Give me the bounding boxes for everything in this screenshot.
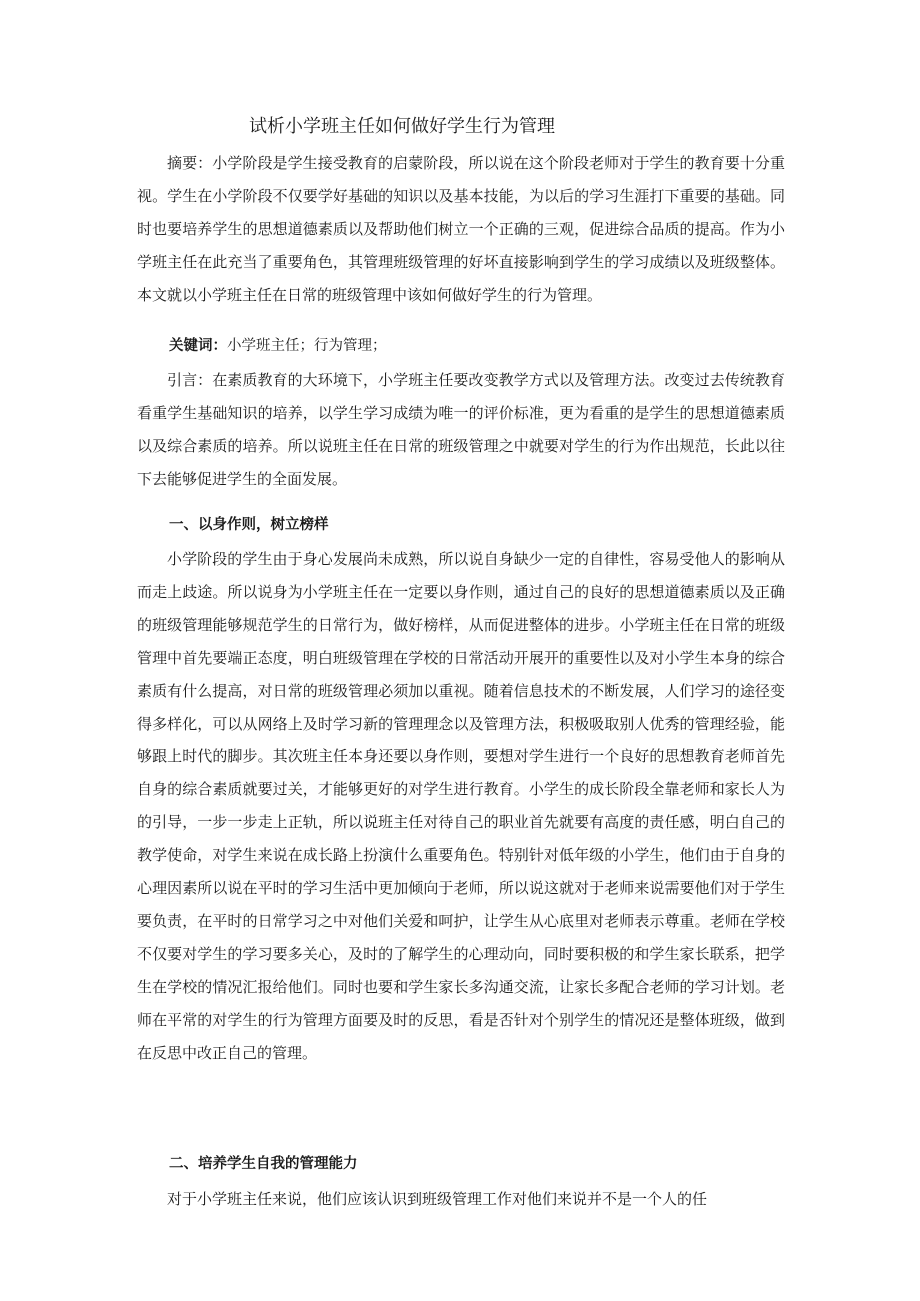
document-title: 试析小学班主任如何做好学生行为管理 <box>249 116 555 137</box>
section-1-heading: 一、以身作则，树立榜样 <box>169 517 329 533</box>
intro-paragraph: 引言：在素质教育的大环境下，小学班主任要改变教学方式以及管理方法。改变过去传统教育看重学生基础知识的培养，以学生学习成绩为唯一的评价标准，更为看重的是学生的思想道德素质以及综合素质的培养。所以说班主任在日常的班级管理之中就要对学生的行为作出规范，长此以往下去能够促进学生的全面发展。 <box>137 371 785 488</box>
keywords-line <box>169 333 387 359</box>
section-2-heading: 二、培养学生自我的管理能力 <box>169 1156 358 1172</box>
abstract-paragraph: 摘要：小学阶段是学生接受教育的启蒙阶段，所以说在这个阶段老师对于学生的教育要十分重视。学生在小学阶段不仅要学好基础的知识以及基本技能，为以后的学习生涯打下重要的基础。同时也要培养学生的思想道德素质以及帮助他们树立一个正确的三观，促进综合品质的提高。作为小学班主任在此充当了重要角色，其管理班级管理的好坏直接影响到学生的学习成绩以及班级整体。本文就以小学班主任在日常的班级管理中该如何做好学生的行为管理。 <box>137 154 785 304</box>
section-1-body: 小学阶段的学生由于身心发展尚未成熟，所以说自身缺少一定的自律性，容易受他人的影响从而走上歧途。所以说身为小学班主任在一定要以身作则，通过自己的良好的思想道德素质以及正确的班级管理能够规范学生的日常行为，做好榜样，从而促进整体的进步。小学班主任在日常的班级管理中首先要端正态度，明白班级管理在学校的日常活动开展开的重要性以及对小学生本身的综合素质有什么提高，对日常的班级管理必须加以重视。随着信息技术的不断发展，人们学习的途径变得多样化，可以从网络上及时学习新的管理理念以及管理方法，积极吸取别人优秀的管理经验，能够跟上时代的脚步。其次班主任本身还要以身作则，要想对学生进行一个良好的思想教育老师首先自身的综合素质就要过关，才能够更好的对学生进行教育。小学生的成长阶段全靠老师和家长人为的引导，一步一步走上正轨，所以说班主任对待自己的职业首先就要有高度的责任感，明白自己的教学使命，对学生来说在成长路上扮演什么重要角色。特别针对低年级的小学生，他们由于自身的心理因素所以说在平时的学习生活中更加倾向于老师，所以说这就对于老师来说需要他们对于学生要负责，在平时的日常学习之中对他们关爱和呵护，让学生从心底里对老师表示尊重。老师在学校不仅要对学生的学习要多关心，及时的了解学生的心理动向，同时要积极的和学生家长联系，把学生在学校的情况汇报给他们。同时也要和学生家长多沟通交流，让家长多配合老师的学习计划。老师在平常的对学生的行为管理方面要及时的反思，看是否针对个别学生的情况还是整体班级，做到在反思中改正自己的管理。 <box>137 550 785 1062</box>
keywords-label: 关键词： <box>169 338 227 354</box>
section-2-body: 对于小学班主任来说，他们应该认识到班级管理工作对他们来说并不是一个人的任 <box>167 1190 708 1208</box>
keywords-value: 小学班主任；行为管理； <box>227 338 387 354</box>
